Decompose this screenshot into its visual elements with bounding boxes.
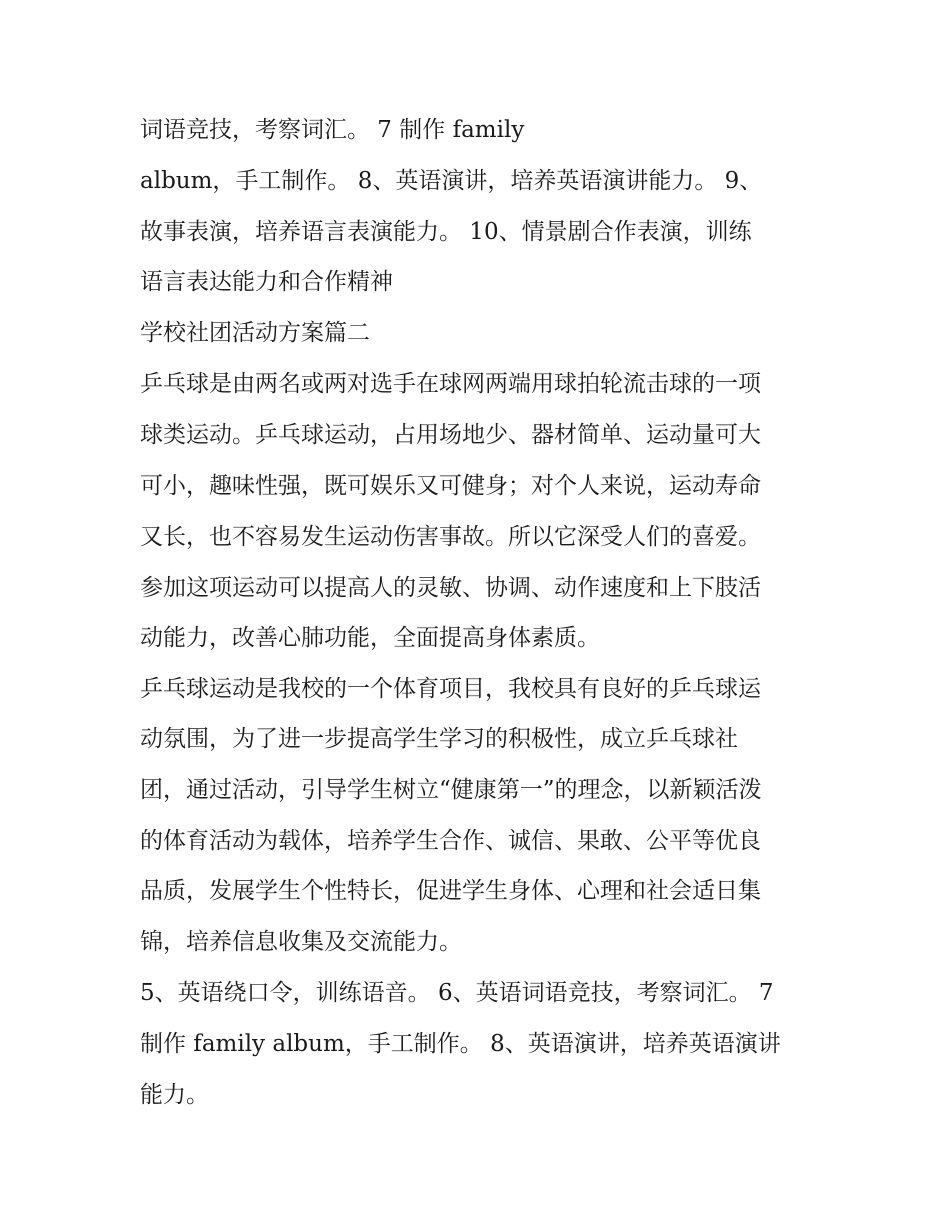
text-line: 参加这项运动可以提高人的灵敏、协调、动作速度和上下肢活 [140,575,761,601]
text-line: 的体育活动为载体，培养学生合作、诚信、果敢、公平等优良 [140,828,761,854]
text-line: 动氛围，为了进一步提高学生学习的积极性，成立乒乓球社 [140,726,738,752]
text-line: 球类运动。乒乓球运动，占用场地少、器材简单、运动量可大 [140,422,761,448]
text-line: 5、英语绕口令，训练语音。 6、英语词语竞技，考察词汇。 7 [140,980,774,1006]
text-line: 可小，趣味性强，既可娱乐又可健身；对个人来说，运动寿命 [140,473,761,499]
text-line: album，手工制作。 8、英语演讲，培养英语演讲能力。 9、 [140,168,763,194]
text-line: 团，通过活动，引导学生树立“健康第一”的理念，以新颖活泼 [140,777,762,803]
text-line: 乒乓球运动是我校的一个体育项目，我校具有良好的乒乓球运 [140,676,761,702]
text-line: 能力。 [140,1082,209,1108]
section-heading: 学校社团活动方案篇二 [140,320,370,346]
text-line: 动能力，改善心肺功能，全面提高身体素质。 [140,625,600,651]
text-line: 制作 family album，手工制作。 8、英语演讲，培养英语演讲 [140,1031,781,1057]
text-line: 故事表演，培养语言表演能力。 10、情景剧合作表演，训练 [140,219,752,245]
text-line: 锦，培养信息收集及交流能力。 [140,929,462,955]
text-line: 又长，也不容易发生运动伤害事故。所以它深受人们的喜爱。 [140,524,761,550]
text-line: 乒乓球是由两名或两对选手在球网两端用球拍轮流击球的一项 [140,371,761,397]
text-line: 词语竞技，考察词汇。 7 制作 family [140,117,525,143]
text-line: 品质，发展学生个性特长，促进学生身体、心理和社会适日集 [140,878,761,904]
text-line: 语言表达能力和合作精神 [140,269,393,295]
